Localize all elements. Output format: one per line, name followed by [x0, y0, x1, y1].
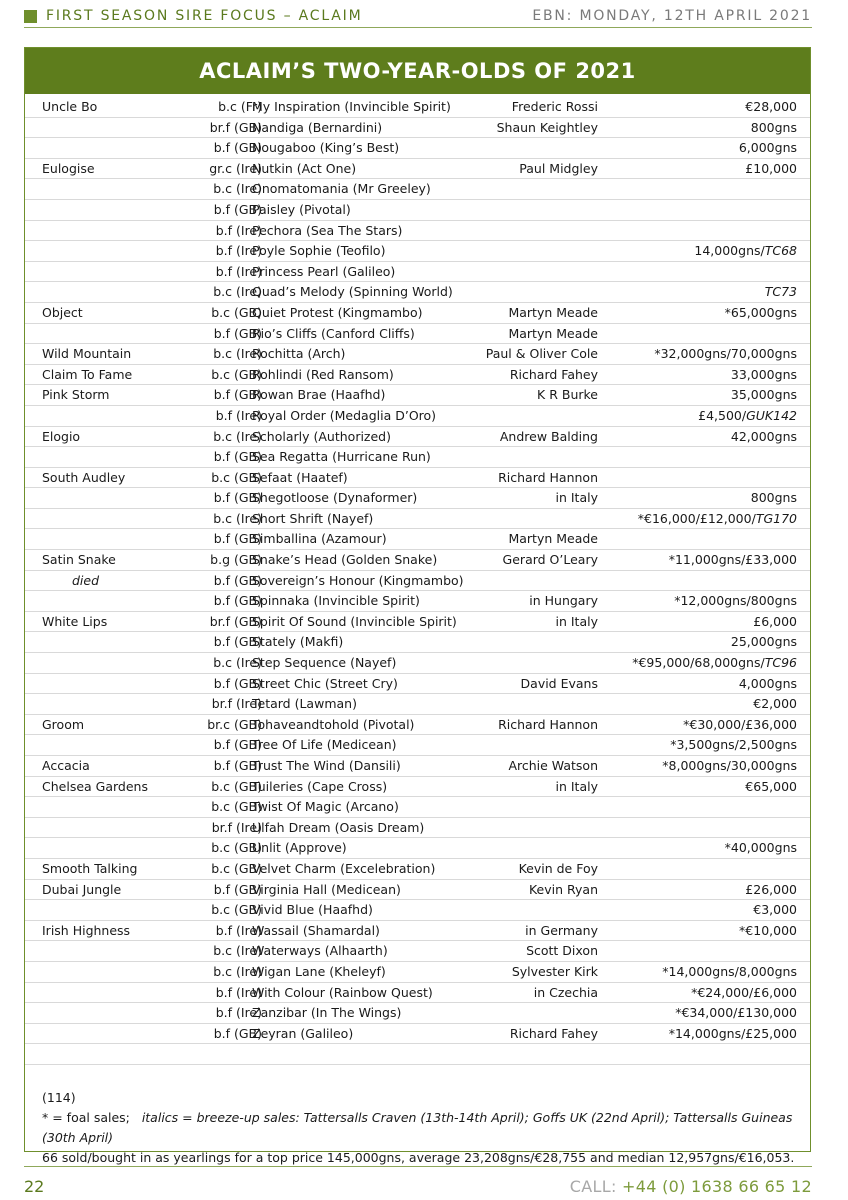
table-row: [25, 838, 810, 859]
price-cell: [731, 427, 797, 447]
price-cell: [745, 777, 797, 797]
sex-cell: b.c (GB): [211, 304, 262, 320]
table-title: ACLAIM’S TWO-YEAR-OLDS OF 2021: [25, 48, 810, 94]
table-row: [25, 818, 810, 839]
trainer-cell: Kevin Ryan: [528, 881, 598, 897]
price-value: *€95,000/68,000gns/: [632, 655, 765, 671]
price-cell: [725, 303, 797, 323]
header-date: EBN: MONDAY, 12TH APRIL 2021: [532, 8, 812, 24]
horse-name-cell: Simballina (Azamour): [252, 531, 387, 547]
horse-name-cell: Vivid Blue (Haafhd): [252, 902, 373, 918]
dam-cell: Object: [42, 304, 83, 320]
price-value: £10,000: [745, 160, 797, 176]
sex-cell: b.f (GB): [213, 201, 262, 217]
horse-name-cell: With Colour (Rainbow Quest): [252, 984, 433, 1000]
price-cell: [745, 159, 797, 179]
price-cell: [739, 674, 797, 694]
table-row: [25, 1044, 810, 1065]
horse-name-cell: Wigan Lane (Kheleyf): [252, 963, 386, 979]
dam-cell: Chelsea Gardens: [42, 778, 148, 794]
sex-cell: b.c (Ire): [213, 510, 262, 526]
dam-cell: Satin Snake: [42, 552, 116, 568]
sex-cell: b.c (GB): [211, 902, 262, 918]
dam-cell: Uncle Bo: [42, 99, 98, 114]
price-value: *8,000gns/30,000gns: [662, 758, 797, 773]
table-footer: [42, 1088, 798, 1168]
sex-cell: b.f (GB): [213, 572, 262, 588]
horse-name-cell: Virginia Hall (Medicean): [252, 881, 401, 897]
horse-name-cell: Nandiga (Bernardini): [252, 119, 383, 135]
table-row: [25, 756, 810, 777]
trainer-cell: Richard Hannon: [498, 469, 598, 485]
table-row: [25, 385, 810, 406]
price-cell: [675, 1003, 797, 1023]
table-row: [25, 1003, 810, 1024]
dam-cell: Eulogise: [42, 160, 95, 176]
price-value: 14,000gns/: [694, 243, 765, 259]
dam-cell: Irish Highness: [42, 922, 131, 938]
call-number: +44 (0) 1638 66 65 12: [622, 1177, 812, 1196]
table-box: [24, 47, 811, 1165]
price-value: €3,000: [753, 902, 797, 918]
table-row: [25, 900, 810, 921]
table-row: [25, 509, 810, 530]
horse-name-cell: Tree Of Life (Medicean): [252, 737, 397, 753]
table-row: [25, 97, 810, 118]
price-value: *€30,000/£36,000: [683, 716, 797, 732]
sex-cell: b.c (GB): [211, 469, 262, 485]
sex-cell: b.c (Fr): [218, 99, 262, 114]
table-row: [25, 365, 810, 386]
price-value: 35,000gns: [730, 387, 797, 403]
sex-cell: b.f (GB): [213, 758, 262, 773]
price-value: *14,000gns/£25,000: [668, 1025, 797, 1041]
sex-cell: b.c (Ire): [213, 963, 262, 979]
price-value: *40,000gns: [724, 840, 797, 856]
sex-cell: b.f (Ire): [215, 984, 262, 1000]
trainer-cell: Sylvester Kirk: [511, 963, 598, 979]
footer-count: (114): [42, 1090, 76, 1105]
trainer-cell: K R Burke: [537, 387, 598, 403]
sex-cell: b.f (GB): [213, 593, 262, 609]
horse-name-cell: Sea Regatta (Hurricane Run): [252, 449, 431, 465]
table-row: [25, 138, 810, 159]
table-row: [25, 550, 810, 571]
trainer-cell: in Italy: [555, 490, 598, 506]
horse-name-cell: My Inspiration (Invincible Spirit): [252, 99, 451, 114]
sex-cell: br.f (GB): [209, 613, 262, 629]
table-row: [25, 591, 810, 612]
horse-name-cell: Quad’s Melody (Spinning World): [252, 284, 453, 300]
sex-cell: b.f (Ire): [215, 922, 262, 938]
price-cell: [670, 735, 797, 755]
sex-cell: b.c (Ire): [213, 655, 262, 671]
price-value: *12,000gns/800gns: [674, 593, 797, 609]
price-cell: [669, 1024, 797, 1044]
table-row: [25, 941, 810, 962]
horse-name-cell: Velvet Charm (Excelebration): [252, 860, 436, 876]
price-cell: [662, 756, 797, 776]
price-cell: [669, 550, 797, 570]
table-row: [25, 159, 810, 180]
horse-name-cell: Quiet Protest (Kingmambo): [252, 304, 423, 320]
sex-cell: b.f (GB): [213, 325, 262, 341]
price-cell: [753, 694, 797, 714]
sex-cell: b.f (Ire): [215, 243, 262, 259]
trainer-cell: Paul & Oliver Cole: [485, 346, 598, 362]
header-rule: [24, 27, 812, 28]
table-row: [25, 962, 810, 983]
table-row: [25, 344, 810, 365]
sex-cell: b.c (GB): [211, 860, 262, 876]
horse-name-cell: Rio’s Cliffs (Canford Cliffs): [252, 325, 415, 341]
table-row: [25, 694, 810, 715]
trainer-cell: Martyn Meade: [508, 325, 598, 341]
sex-cell: b.c (GB): [211, 366, 262, 382]
price-value: 33,000gns: [730, 366, 797, 382]
trainer-cell: Paul Midgley: [519, 160, 598, 176]
price-value: *3,500gns/2,500gns: [670, 737, 797, 753]
horse-name-cell: Short Shrift (Nayef): [252, 510, 374, 526]
sex-cell: b.f (Ire): [215, 222, 262, 238]
trainer-cell: Scott Dixon: [526, 943, 598, 959]
dam-cell: Groom: [42, 716, 85, 732]
dam-cell: Smooth Talking: [42, 860, 138, 876]
table-row: [25, 921, 810, 942]
horse-name-cell: Wassail (Shamardal): [252, 922, 380, 938]
price-value: *32,000gns/70,000gns: [654, 346, 797, 362]
horse-name-cell: Zeyran (Galileo): [252, 1025, 354, 1041]
price-cell: [654, 344, 797, 364]
horse-name-cell: Street Chic (Street Cry): [252, 675, 398, 691]
horse-name-cell: Waterways (Alhaarth): [252, 943, 388, 959]
table-row: [25, 674, 810, 695]
sex-cell: b.f (GB): [213, 490, 262, 506]
table-row: [25, 468, 810, 489]
price-cell: [662, 962, 797, 982]
breeze-up-ref: GUK142: [746, 407, 797, 423]
price-value: *11,000gns/£33,000: [668, 552, 797, 568]
table-row: [25, 447, 810, 468]
price-value: €65,000: [745, 778, 797, 794]
sex-cell: b.f (Ire): [215, 1005, 262, 1021]
call-line: [570, 1177, 812, 1196]
breeze-up-ref: TG170: [755, 510, 797, 526]
horse-name-cell: Twist Of Magic (Arcano): [252, 799, 399, 815]
trainer-cell: Gerard O’Leary: [502, 552, 598, 568]
horse-name-cell: Spinnaka (Invincible Spirit): [252, 593, 420, 609]
price-cell: [694, 241, 797, 261]
table-row: [25, 529, 810, 550]
sex-cell: gr.c (Ire): [209, 160, 262, 176]
horse-name-cell: Shegotloose (Dynaformer): [252, 490, 418, 506]
price-value: *65,000gns: [724, 304, 797, 320]
sex-cell: b.c (Ire): [213, 943, 262, 959]
horse-name-cell: Tuileries (Cape Cross): [252, 778, 388, 794]
sex-cell: b.f (GB): [213, 387, 262, 403]
table-row: [25, 983, 810, 1004]
sex-cell: b.f (GB): [213, 140, 262, 156]
sex-cell: b.f (GB): [213, 675, 262, 691]
price-cell: [638, 509, 797, 529]
horse-name-cell: Nutkin (Act One): [252, 160, 357, 176]
table-row: [25, 880, 810, 901]
price-value: 42,000gns: [730, 428, 797, 444]
price-value: *€34,000/£130,000: [675, 1005, 797, 1021]
price-value: 800gns: [750, 119, 797, 135]
table-row: [25, 777, 810, 798]
table-row: [25, 632, 810, 653]
trainer-cell: Archie Watson: [508, 758, 598, 773]
horse-name-cell: Rochitta (Arch): [252, 346, 346, 362]
sex-cell: b.f (GB): [213, 634, 262, 650]
dam-cell: Accacia: [42, 758, 90, 773]
table-row: [25, 118, 810, 139]
price-value: *14,000gns/8,000gns: [662, 963, 797, 979]
dam-cell: Elogio: [42, 428, 81, 444]
trainer-cell: David Evans: [520, 675, 598, 691]
trainer-cell: Shaun Keightley: [496, 119, 598, 135]
sex-cell: b.c (Ire): [213, 428, 262, 444]
horse-name-cell: Tetard (Lawman): [252, 696, 357, 712]
price-value: 4,000gns: [738, 675, 797, 691]
trainer-cell: in Germany: [525, 922, 598, 938]
trainer-cell: in Italy: [555, 613, 598, 629]
price-cell: [751, 118, 797, 138]
horse-name-cell: Princess Pearl (Galileo): [252, 263, 396, 279]
horse-name-cell: Poyle Sophie (Teofilo): [252, 243, 386, 259]
trainer-cell: Richard Fahey: [509, 1025, 598, 1041]
table-row: [25, 241, 810, 262]
horse-name-cell: Snake’s Head (Golden Snake): [252, 552, 438, 568]
header-square-icon: [24, 10, 37, 23]
horse-name-cell: Onomatomania (Mr Greeley): [252, 181, 431, 197]
table-row: [25, 488, 810, 509]
dam-cell: Wild Mountain: [42, 346, 132, 362]
price-cell: [745, 97, 797, 117]
table-row: [25, 200, 810, 221]
price-cell: [698, 406, 797, 426]
trainer-cell: Richard Fahey: [509, 366, 598, 382]
sex-cell: b.c (GB): [211, 840, 262, 856]
price-value: €28,000: [745, 99, 797, 114]
price-value: €2,000: [753, 696, 797, 712]
table-row: [25, 715, 810, 736]
table-rows: [25, 97, 810, 1065]
breeze-up-ref: TC68: [764, 243, 797, 259]
sex-cell: b.g (GB): [210, 552, 262, 568]
table-row: [25, 653, 810, 674]
horse-name-cell: Ulfah Dream (Oasis Dream): [252, 819, 425, 835]
dam-cell: Claim To Fame: [42, 366, 133, 382]
dam-cell: Dubai Jungle: [42, 881, 122, 897]
horse-name-cell: Nougaboo (King’s Best): [252, 140, 400, 156]
table-row: [25, 406, 810, 427]
price-value: 6,000gns: [738, 140, 797, 156]
horse-name-cell: Step Sequence (Nayef): [252, 655, 397, 671]
horse-name-cell: Trust The Wind (Dansili): [252, 758, 401, 773]
price-cell: [683, 715, 797, 735]
sex-cell: b.c (Ire): [213, 284, 262, 300]
dam-cell: Pink Storm: [42, 387, 110, 403]
price-cell: [725, 838, 797, 858]
breeze-up-ref: TC96: [764, 655, 797, 671]
price-cell: [739, 921, 797, 941]
trainer-cell: Martyn Meade: [508, 304, 598, 320]
footer-rule: [24, 1166, 812, 1167]
footer-key-italics: italics = breeze-up sales: Tattersalls Craven (13th-14th April); Goffs UK (22nd April); Tattersalls Guineas (30th April): [42, 1110, 793, 1145]
price-cell: [751, 488, 797, 508]
horse-name-cell: Rowan Brae (Haafhd): [252, 387, 386, 403]
horse-name-cell: Scholarly (Authorized): [252, 428, 391, 444]
horse-name-cell: Pechora (Sea The Stars): [252, 222, 403, 238]
horse-name-cell: Zanzibar (In The Wings): [252, 1005, 402, 1021]
price-value: *€24,000/£6,000: [691, 984, 797, 1000]
table-row: [25, 179, 810, 200]
price-value: £6,000: [753, 613, 797, 629]
price-cell: [632, 653, 797, 673]
sex-cell: br.f (Ire): [211, 696, 262, 712]
dam-cell: White Lips: [42, 613, 108, 629]
footer-summary: 66 sold/bought in as yearlings for a top price 145,000gns, average 23,208gns/€28,755 and median 12,957gns/€16,053.: [42, 1150, 795, 1165]
header-section-title: FIRST SEASON SIRE FOCUS – ACLAIM: [46, 8, 363, 24]
price-cell: [731, 632, 797, 652]
table-row: [25, 324, 810, 345]
table-row: [25, 735, 810, 756]
table-row: [25, 571, 810, 592]
sex-cell: b.f (Ire): [215, 263, 262, 279]
horse-name-cell: Rohlindi (Red Ransom): [252, 366, 394, 382]
sex-cell: b.f (GB): [213, 531, 262, 547]
call-label: CALL:: [569, 1177, 617, 1196]
page-number: 22: [24, 1177, 45, 1196]
dam-cell: died: [72, 572, 100, 588]
table-row: [25, 1024, 810, 1045]
price-value: *€10,000: [739, 922, 797, 938]
price-value: 800gns: [750, 490, 797, 506]
price-cell: [753, 900, 797, 920]
price-cell: [739, 138, 797, 158]
table-row: [25, 612, 810, 633]
price-cell: [753, 612, 797, 632]
sex-cell: b.c (GB): [211, 778, 262, 794]
price-cell: [731, 385, 797, 405]
footer-key-foal: * = foal sales;: [42, 1110, 130, 1125]
page-header: [24, 4, 812, 26]
sex-cell: b.f (GB): [213, 737, 262, 753]
sex-cell: b.f (GB): [213, 1025, 262, 1041]
trainer-cell: Frederic Rossi: [511, 99, 598, 114]
horse-name-cell: Spirit Of Sound (Invincible Spirit): [252, 613, 457, 629]
price-cell: [745, 880, 797, 900]
price-value: *€16,000/£12,000/: [637, 510, 756, 526]
horse-name-cell: Unlit (Approve): [252, 840, 347, 856]
horse-name-cell: Royal Order (Medaglia D’Oro): [252, 407, 437, 423]
sex-cell: b.c (Ire): [213, 181, 262, 197]
table-row: [25, 797, 810, 818]
sex-cell: b.f (GB): [213, 881, 262, 897]
sex-cell: b.f (GB): [213, 449, 262, 465]
price-value: £26,000: [745, 881, 797, 897]
price-value: 25,000gns: [730, 634, 797, 650]
horse-name-cell: Paisley (Pivotal): [252, 201, 351, 217]
sex-cell: br.c (GB): [207, 716, 262, 732]
table-row: [25, 859, 810, 880]
footer-key: [42, 1108, 798, 1148]
trainer-cell: Kevin de Foy: [518, 860, 598, 876]
table-row: [25, 221, 810, 242]
trainer-cell: in Czechia: [533, 984, 598, 1000]
dam-cell: South Audley: [42, 469, 126, 485]
horse-name-cell: Sefaat (Haatef): [252, 469, 348, 485]
table-row: [25, 303, 810, 324]
sex-cell: b.c (Ire): [213, 346, 262, 362]
trainer-cell: in Italy: [555, 778, 598, 794]
sex-cell: br.f (GB): [209, 119, 262, 135]
price-value: £4,500/: [698, 407, 747, 423]
breeze-up-ref: TC73: [764, 284, 797, 300]
trainer-cell: in Hungary: [529, 593, 598, 609]
horse-name-cell: Sovereign’s Honour (Kingmambo): [252, 572, 464, 588]
sex-cell: br.f (Ire): [211, 819, 262, 835]
trainer-cell: Martyn Meade: [508, 531, 598, 547]
price-cell: [691, 983, 797, 1003]
table-row: [25, 282, 810, 303]
horse-name-cell: Stately (Makfi): [252, 634, 344, 650]
table-row: [25, 262, 810, 283]
trainer-cell: Richard Hannon: [498, 716, 598, 732]
horse-name-cell: Tohaveandtohold (Pivotal): [252, 716, 415, 732]
table-row: [25, 427, 810, 448]
price-cell: [731, 365, 797, 385]
price-cell: [674, 591, 797, 611]
sex-cell: b.c (GB): [211, 799, 262, 815]
trainer-cell: Andrew Balding: [499, 428, 598, 444]
price-cell: [765, 282, 797, 302]
sex-cell: b.f (Ire): [215, 407, 262, 423]
